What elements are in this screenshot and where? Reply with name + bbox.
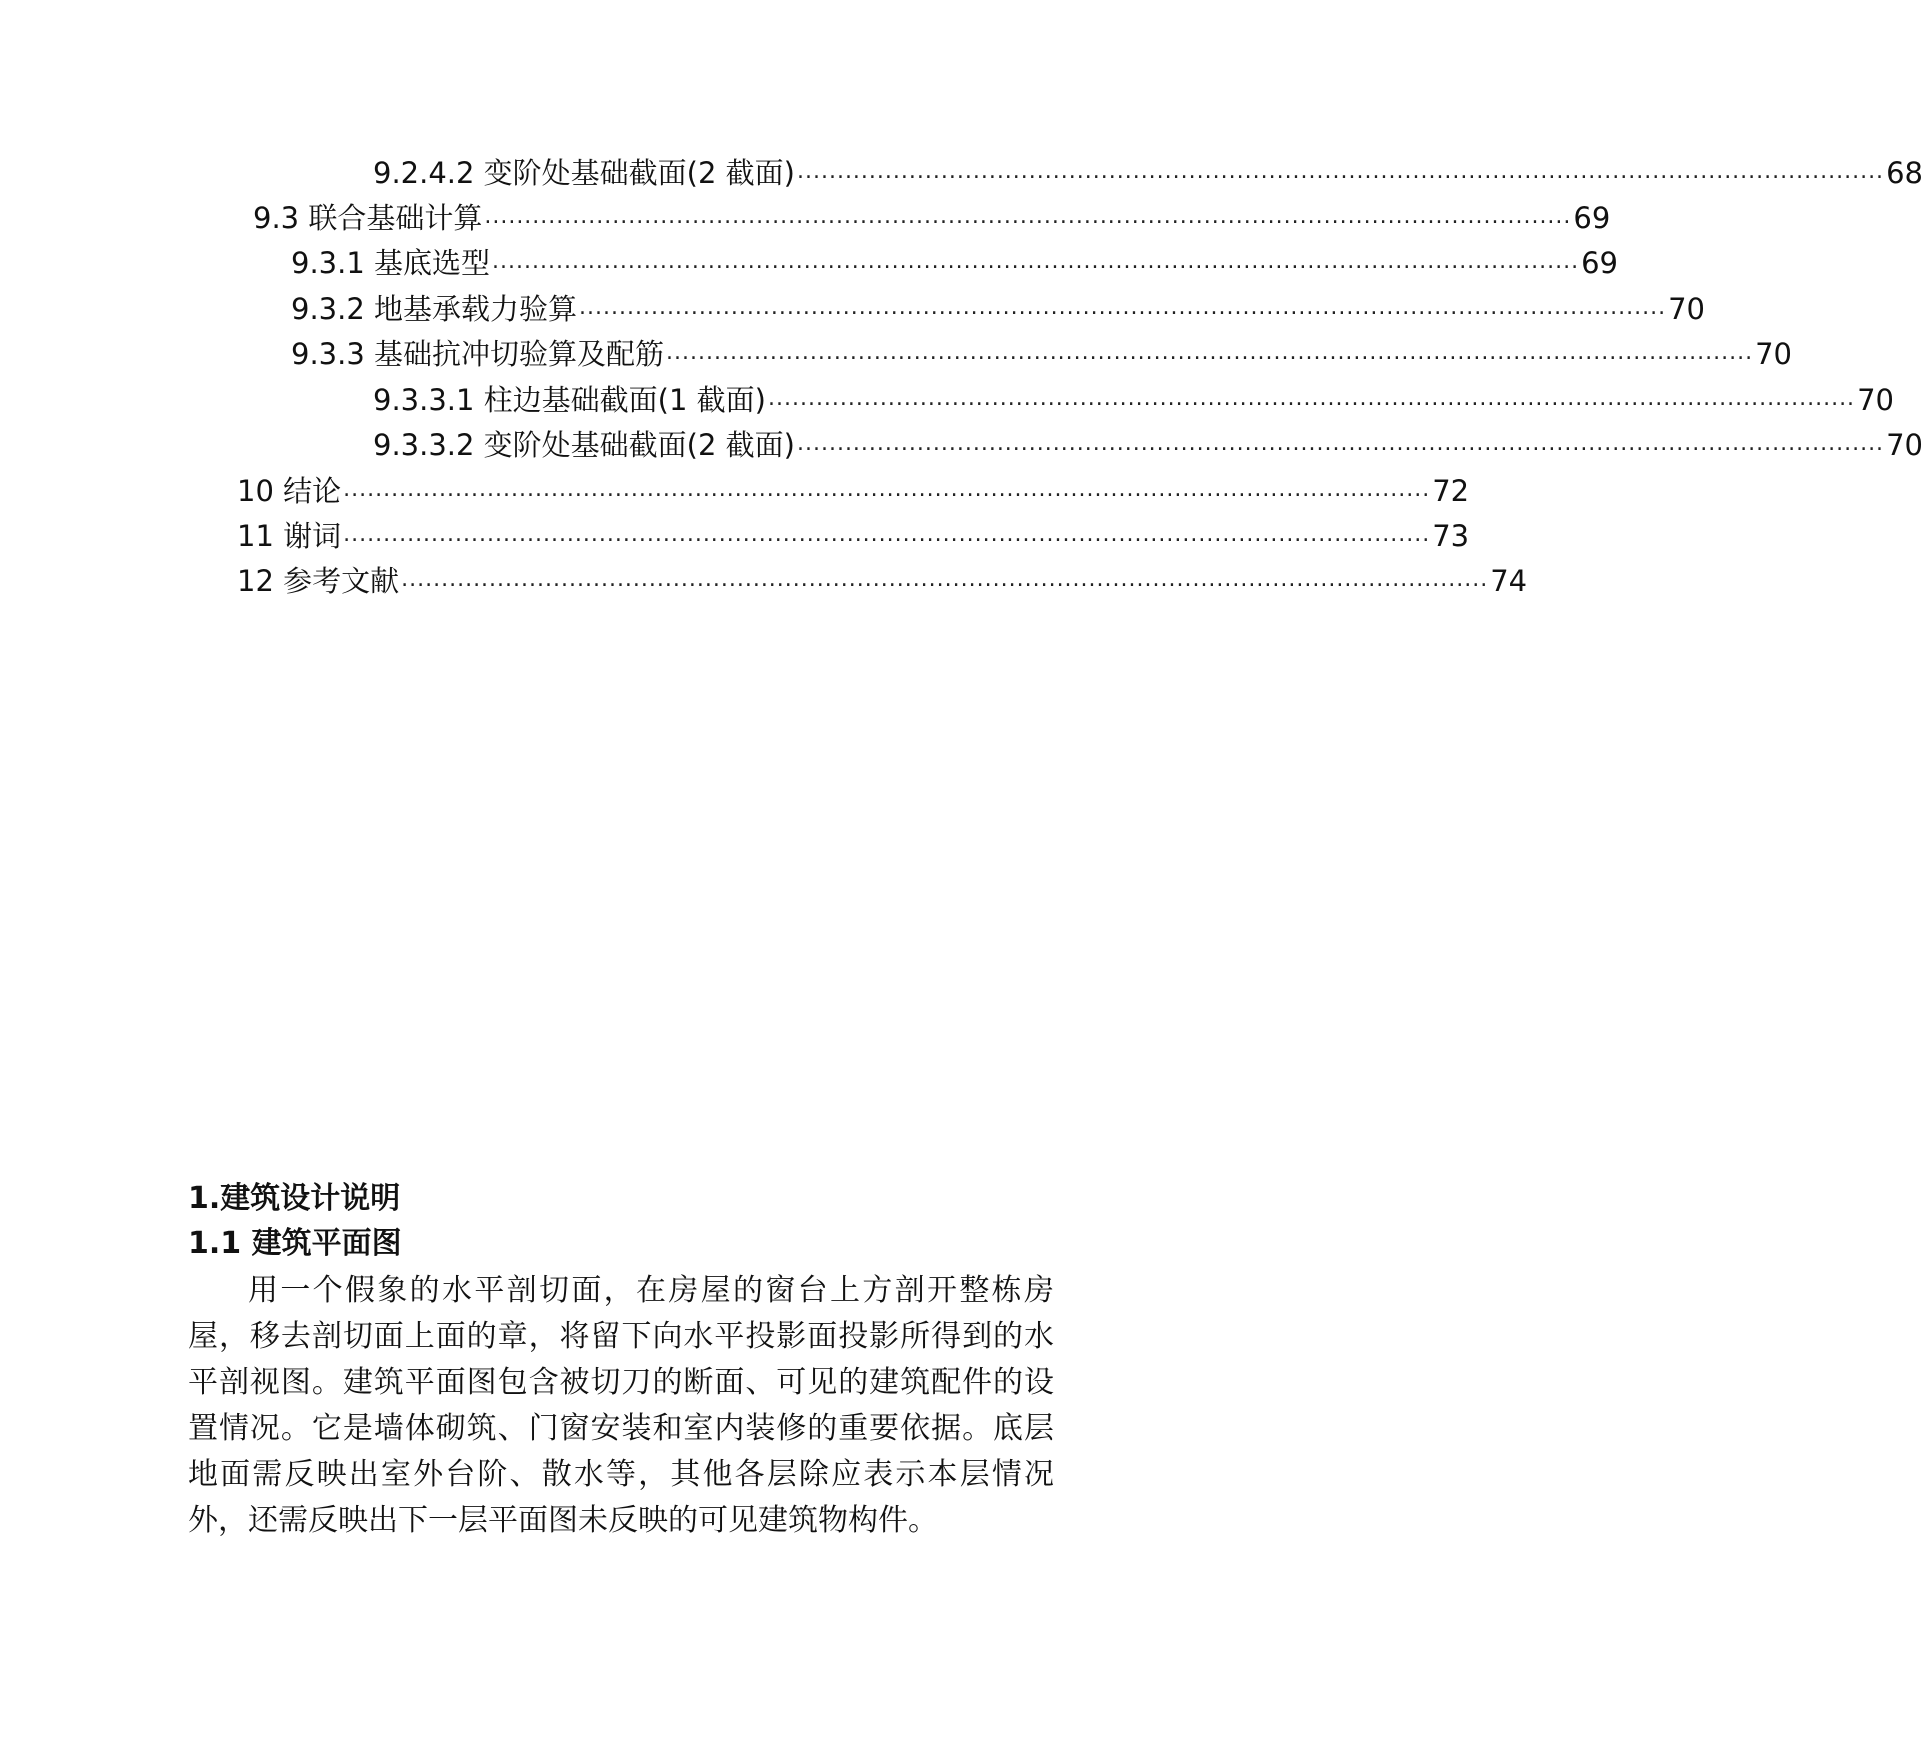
toc-entry-page: 69 [1581,246,1618,280]
toc-entry-page: 70 [1886,428,1923,462]
toc-entry[interactable] [291,289,1705,329]
toc-entry[interactable] [237,561,1528,601]
toc-leader-dots: ........................................................................................................................................ [666,340,1754,365]
section-heading: 1.建筑设计说明 [188,1181,401,1216]
toc-leader-dots: ........................................................................................................................................ [579,295,1667,320]
toc-entry-label: 12 参考文献 [237,564,400,598]
toc-entry-label: 9.3.1 基底选型 [291,246,491,280]
toc-entry-label: 9.3.3 基础抗冲切验算及配筋 [291,337,665,371]
toc-entry-page: 69 [1573,201,1611,235]
body-paragraph: 用一个假象的水平剖切面，在房屋的窗台上方剖开整栋房屋，移去剖切面上面的章，将留下向水平投影面投影所得到的水平剖视图。建筑平面图包含被切刀的断面、可见的建筑配件的设置情况。它是墙体砌筑、门窗安装和室内装修的重要依据。底层地面需反映出室外台阶、散水等，其他各层除应表示本层情况外，还需反映出下一层平面图未反映的可见建筑物构件。 [188,1273,1054,1538]
toc-leader-dots: ........................................................................................................................................ [796,431,1885,456]
toc-entry-page: 70 [1857,383,1894,417]
toc-entry-page: 70 [1755,337,1792,371]
toc-leader-dots: ........................................................................................................................................ [401,567,1489,592]
toc-entry-page: 74 [1490,564,1528,598]
toc-entry[interactable] [237,516,1470,556]
toc-entry-page: 70 [1668,292,1705,326]
toc-leader-dots: ........................................................................................................................................ [796,159,1885,184]
toc-entry[interactable] [291,334,1792,374]
toc-entry-label: 9.3 联合基础计算 [253,201,483,235]
toc-leader-dots: ........................................................................................................................................ [343,522,1431,547]
toc-entry[interactable] [253,198,1611,238]
toc-entry[interactable] [373,153,1923,193]
toc-entry-page: 73 [1432,519,1470,553]
toc-entry-label: 9.3.2 地基承载力验算 [291,292,578,326]
toc-leader-dots: ........................................................................................................................................ [484,204,1572,229]
toc-entry-label: 10 结论 [237,474,342,508]
toc-entry[interactable] [373,380,1894,420]
subsection-heading: 1.1 建筑平面图 [188,1226,402,1261]
toc-entry-label: 9.3.3.2 变阶处基础截面(2 截面) [373,428,795,462]
toc-entry[interactable] [373,425,1923,465]
toc-leader-dots: ........................................................................................................................................ [492,249,1580,274]
toc-entry-label: 9.3.3.1 柱边基础截面(1 截面) [373,383,766,417]
toc-entry-page: 68 [1886,156,1923,190]
toc-entry-page: 72 [1432,474,1470,508]
toc-leader-dots: ........................................................................................................................................ [343,477,1431,502]
toc-leader-dots: ........................................................................................................................................ [767,386,1856,411]
toc-entry[interactable] [291,243,1618,283]
toc-entry[interactable] [237,471,1470,511]
toc-entry-label: 9.2.4.2 变阶处基础截面(2 截面) [373,156,795,190]
toc-entry-label: 11 谢词 [237,519,342,553]
